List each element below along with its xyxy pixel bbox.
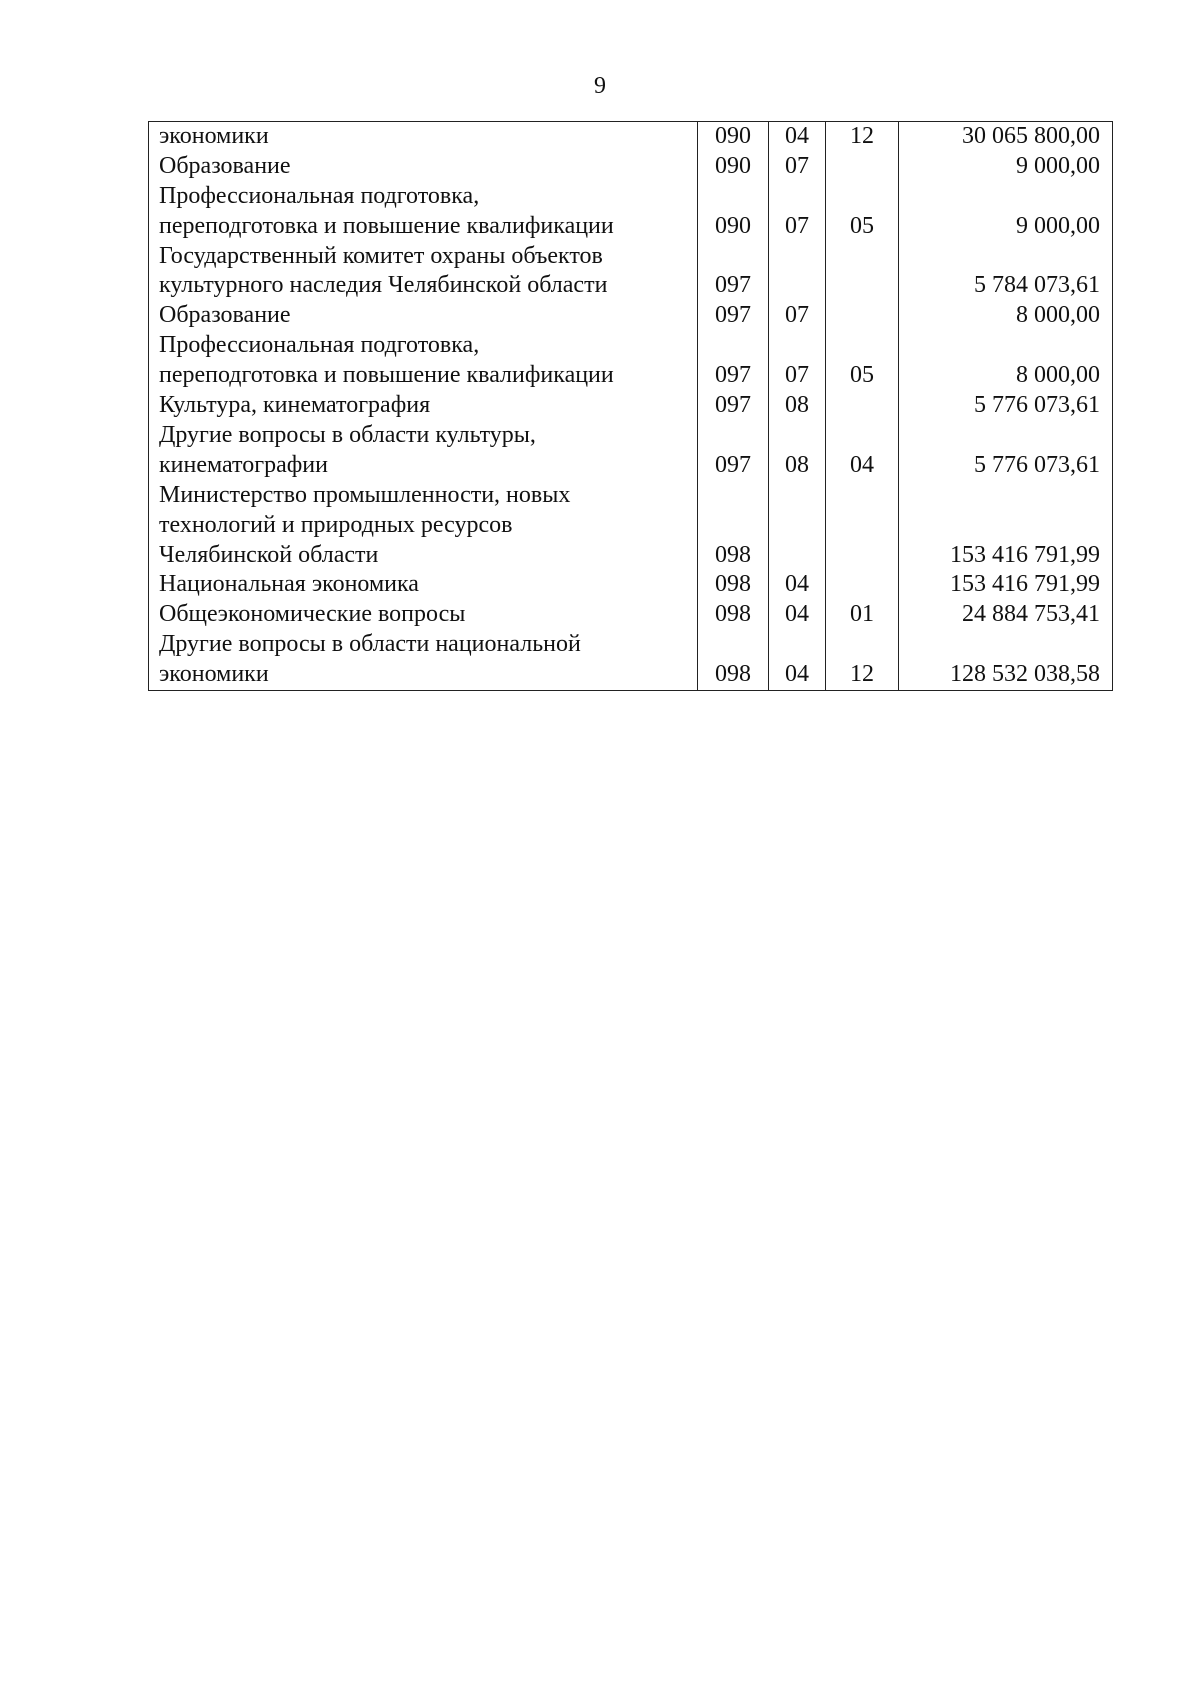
table-row [149, 242, 1113, 302]
cell-name-line: Другие вопросы в области культуры, [159, 421, 536, 448]
cell-code: 097 [698, 301, 769, 331]
cell-name [149, 600, 698, 630]
cell-name-line: Государственный комитет охраны объектов [159, 242, 603, 269]
cell-amount: 9 000,00 [899, 152, 1113, 182]
table-row [149, 182, 1113, 242]
cell-code: 090 [698, 122, 769, 152]
cell-code: 090 [698, 152, 769, 182]
cell-amount: 30 065 800,00 [899, 122, 1113, 152]
cell-name [149, 481, 698, 571]
table-row [149, 421, 1113, 481]
cell-section: 04 [769, 570, 826, 600]
cell-subsection [826, 391, 899, 421]
table-row [149, 301, 1113, 331]
table-body [149, 122, 1113, 691]
budget-table [148, 121, 1113, 691]
cell-code: 098 [698, 600, 769, 630]
cell-name [149, 630, 698, 690]
cell-amount: 5 776 073,61 [899, 421, 1113, 481]
cell-section: 08 [769, 391, 826, 421]
cell-subsection: 12 [826, 630, 899, 690]
cell-name-line: Образование [159, 302, 291, 329]
cell-name-line: Министерство промышленности, новых [159, 481, 571, 508]
cell-name [149, 152, 698, 182]
cell-subsection: 05 [826, 182, 899, 242]
cell-name-line: технологий и природных ресурсов [159, 511, 513, 538]
cell-name-line: Профессиональная подготовка, [159, 182, 480, 209]
cell-section: 07 [769, 152, 826, 182]
cell-subsection [826, 152, 899, 182]
cell-name [149, 570, 698, 600]
cell-name-line: переподготовка и повышение квалификации [159, 212, 614, 239]
cell-subsection: 01 [826, 600, 899, 630]
cell-code: 098 [698, 570, 769, 600]
cell-amount: 9 000,00 [899, 182, 1113, 242]
cell-name [149, 331, 698, 391]
table-row [149, 152, 1113, 182]
cell-name [149, 421, 698, 481]
cell-section: 07 [769, 182, 826, 242]
cell-name [149, 182, 698, 242]
cell-section: 07 [769, 301, 826, 331]
cell-code: 097 [698, 391, 769, 421]
cell-subsection: 04 [826, 421, 899, 481]
cell-name-line: Челябинской области [159, 541, 379, 568]
page-number: 9 [594, 73, 606, 99]
cell-name [149, 391, 698, 421]
table-row [149, 481, 1113, 571]
table-row [149, 630, 1113, 690]
table-row [149, 331, 1113, 391]
table-row [149, 122, 1113, 152]
cell-amount: 153 416 791,99 [899, 481, 1113, 571]
cell-code: 097 [698, 331, 769, 391]
cell-name-line: Образование [159, 152, 291, 179]
cell-amount: 8 000,00 [899, 301, 1113, 331]
cell-name-line: Национальная экономика [159, 571, 419, 598]
table-row [149, 600, 1113, 630]
cell-code: 097 [698, 242, 769, 302]
cell-name-line: экономики [159, 123, 269, 150]
cell-section: 04 [769, 630, 826, 690]
cell-amount: 8 000,00 [899, 331, 1113, 391]
cell-name-line: Профессиональная подготовка, [159, 332, 480, 359]
cell-subsection: 05 [826, 331, 899, 391]
cell-amount: 128 532 038,58 [899, 630, 1113, 690]
cell-section: 08 [769, 421, 826, 481]
cell-amount: 5 784 073,61 [899, 242, 1113, 302]
cell-subsection: 12 [826, 122, 899, 152]
cell-name-line: Другие вопросы в области национальной [159, 631, 581, 658]
cell-subsection [826, 570, 899, 600]
table-row [149, 391, 1113, 421]
table-row [149, 570, 1113, 600]
cell-subsection [826, 242, 899, 302]
cell-name-line: Культура, кинематография [159, 392, 431, 419]
cell-name-line: экономики [159, 661, 269, 688]
cell-section [769, 481, 826, 571]
cell-code: 097 [698, 421, 769, 481]
cell-section: 07 [769, 331, 826, 391]
cell-section [769, 242, 826, 302]
cell-subsection [826, 481, 899, 571]
cell-subsection [826, 301, 899, 331]
cell-name-line: культурного наследия Челябинской области [159, 272, 608, 299]
cell-code: 090 [698, 182, 769, 242]
cell-code: 098 [698, 630, 769, 690]
cell-amount: 24 884 753,41 [899, 600, 1113, 630]
cell-code: 098 [698, 481, 769, 571]
cell-name [149, 242, 698, 302]
cell-name-line: переподготовка и повышение квалификации [159, 362, 614, 389]
cell-amount: 5 776 073,61 [899, 391, 1113, 421]
cell-name [149, 301, 698, 331]
cell-amount: 153 416 791,99 [899, 570, 1113, 600]
cell-section: 04 [769, 600, 826, 630]
cell-name-line: Общеэкономические вопросы [159, 601, 466, 628]
cell-section: 04 [769, 122, 826, 152]
cell-name [149, 122, 698, 152]
cell-name-line: кинематографии [159, 451, 328, 478]
